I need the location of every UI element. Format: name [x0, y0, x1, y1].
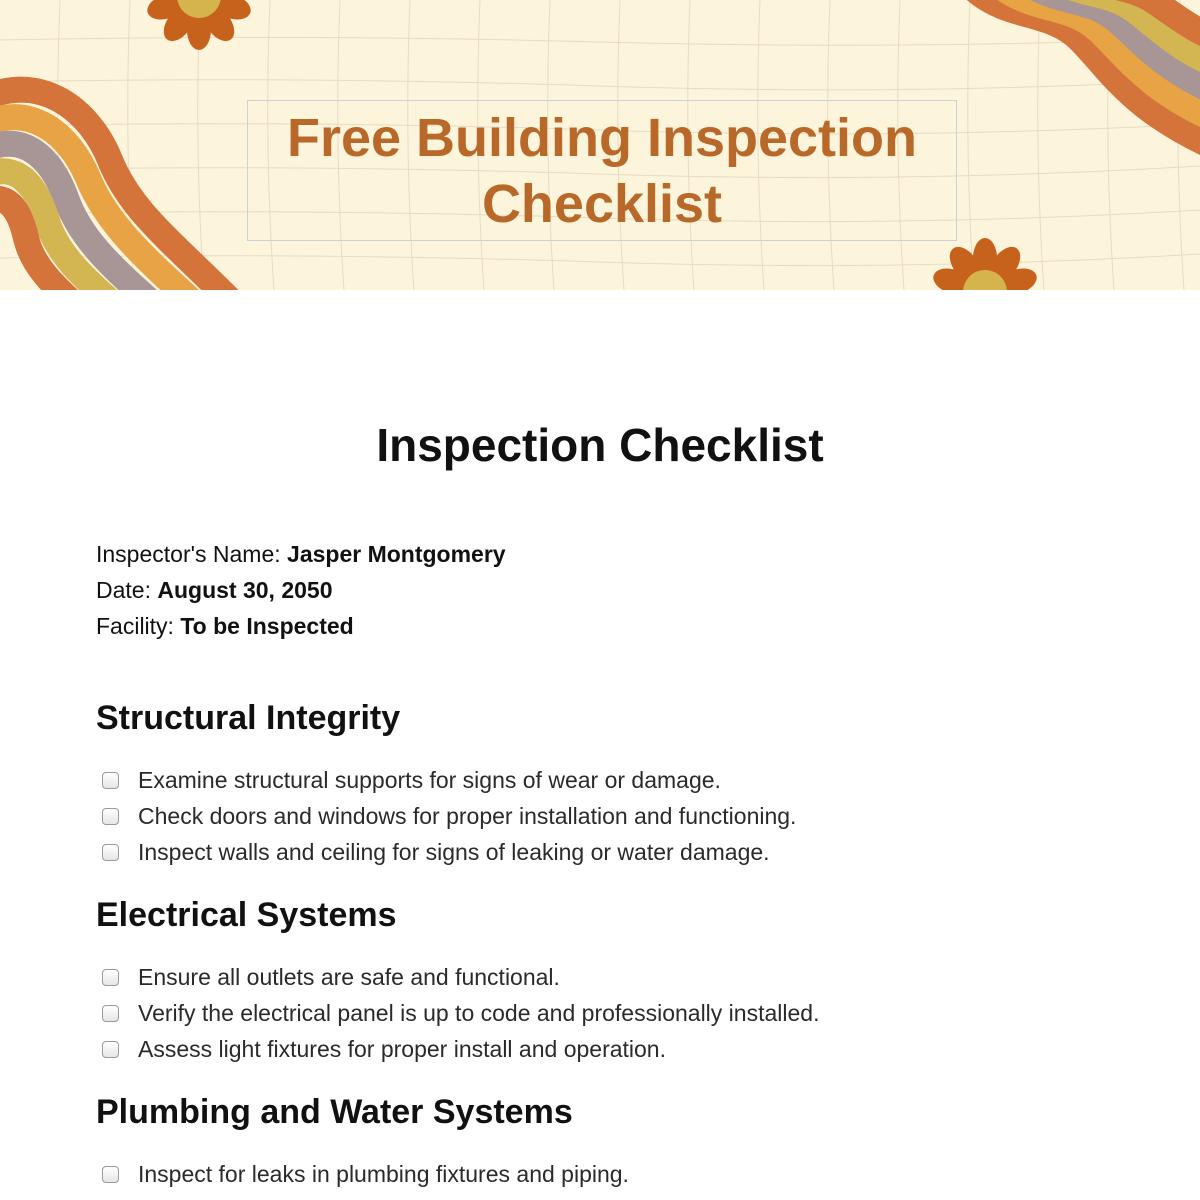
banner-title-box	[247, 100, 957, 241]
right-wave-decoration	[975, 0, 1200, 150]
facility-row	[96, 608, 506, 644]
checklist-item	[96, 834, 796, 870]
inspection-details	[96, 536, 506, 644]
document-title: Inspection Checklist	[376, 419, 824, 471]
inspector-row	[96, 536, 506, 572]
checklist-item-label: Assess light fixtures for proper install and operation.	[138, 1035, 666, 1062]
facility-value: To be Inspected	[180, 613, 354, 639]
checklist-item-label: Ensure all outlets are safe and functional.	[138, 963, 560, 990]
checkbox[interactable]	[102, 1166, 119, 1183]
section-plumbing-water-systems	[96, 1092, 629, 1192]
date-row	[96, 572, 506, 608]
date-label: Date:	[96, 577, 151, 603]
checklist-item-label: Inspect walls and ceiling for signs of leaking or water damage.	[138, 838, 770, 865]
checklist-item	[96, 798, 796, 834]
checklist-item-label: Examine structural supports for signs of wear or damage.	[138, 766, 721, 793]
inspector-label: Inspector's Name:	[96, 541, 281, 567]
checklist-item	[96, 1156, 629, 1192]
left-wave-decoration	[0, 90, 230, 290]
facility-label: Facility:	[96, 613, 174, 639]
date-value: August 30, 2050	[157, 577, 333, 603]
inspector-value: Jasper Montgomery	[287, 541, 506, 567]
banner-title-line-2: Checklist	[481, 173, 723, 234]
checkbox[interactable]	[102, 969, 119, 986]
checkbox[interactable]	[102, 772, 119, 789]
checklist-item-label: Inspect for leaks in plumbing fixtures and piping.	[138, 1160, 629, 1187]
header-banner	[0, 0, 1200, 290]
section-electrical-systems	[96, 895, 819, 1067]
section-heading: Structural Integrity	[96, 699, 401, 737]
checkbox[interactable]	[102, 1041, 119, 1058]
checklist	[96, 959, 819, 1067]
checklist-item	[96, 762, 796, 798]
checklist	[96, 1156, 629, 1192]
checklist	[96, 762, 796, 870]
section-heading: Electrical Systems	[96, 896, 397, 934]
checklist-item-label: Verify the electrical panel is up to code and professionally installed.	[138, 999, 820, 1026]
checkbox[interactable]	[102, 844, 119, 861]
banner-title	[287, 105, 917, 237]
checkbox[interactable]	[102, 1005, 119, 1022]
section-heading: Plumbing and Water Systems	[96, 1093, 573, 1131]
checklist-item	[96, 995, 819, 1031]
checklist-item	[96, 959, 819, 995]
checklist-item	[96, 1031, 819, 1067]
section-structural-integrity	[96, 698, 796, 870]
banner-title-line-1: Free Building Inspection	[286, 107, 918, 168]
checkbox[interactable]	[102, 808, 119, 825]
flower-icon	[144, 0, 254, 50]
checklist-item-label: Check doors and windows for proper installation and functioning.	[138, 802, 797, 829]
